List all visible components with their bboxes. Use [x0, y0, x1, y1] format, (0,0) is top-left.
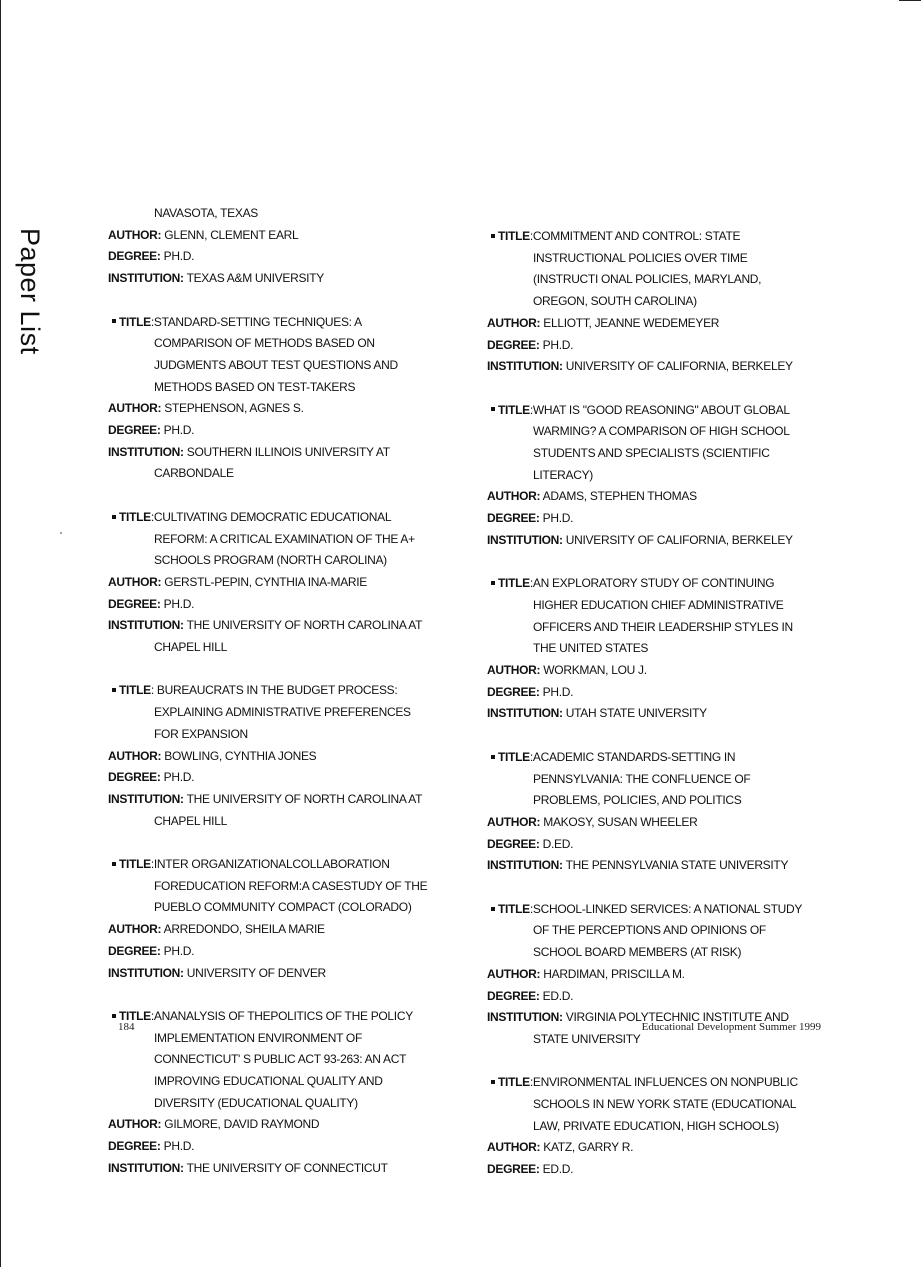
- paper-entry: [487, 747, 827, 877]
- institution-line: [108, 963, 448, 985]
- degree-line: [108, 594, 448, 616]
- entry-gap: [108, 659, 448, 681]
- author-line: [487, 812, 827, 834]
- title-line: [108, 312, 448, 334]
- institution-line-label: INSTITUTION:: [108, 791, 184, 806]
- degree-line: [487, 508, 827, 530]
- side-title: Paper List: [15, 228, 45, 355]
- author-line-value: STEPHENSON, AGNES S.: [164, 401, 304, 416]
- title-line: [108, 876, 448, 898]
- title-text: :COMMITMENT AND CONTROL: STATE: [529, 229, 741, 243]
- degree-line-label: DEGREE:: [487, 684, 540, 699]
- title-line: [108, 680, 448, 702]
- title-label: TITLE: [119, 1008, 151, 1023]
- author-line: [108, 919, 448, 941]
- author-line-value: BOWLING, CYNTHIA JONES: [164, 748, 317, 763]
- title-line: [487, 1116, 827, 1138]
- title-label: TITLE: [119, 509, 151, 524]
- institution-line-label: INSTITUTION:: [108, 965, 184, 980]
- bullet-icon: [112, 688, 116, 692]
- degree-line-label: DEGREE:: [108, 770, 161, 785]
- author-line-label: AUTHOR:: [108, 401, 162, 416]
- title-text: FOR EXPANSION: [154, 726, 248, 741]
- title-line: [487, 920, 827, 942]
- degree-line-value: PH.D.: [542, 511, 574, 526]
- author-line: [108, 398, 448, 420]
- author-line-label: AUTHOR:: [108, 922, 162, 937]
- institution-line: [487, 703, 827, 725]
- title-text: METHODS BASED ON TEST-TAKERS: [154, 379, 356, 394]
- title-line: [108, 1093, 448, 1115]
- institution-line-value: THE PENNSYLVANIA STATE UNIVERSITY: [565, 858, 789, 873]
- title-text: PENNSYLVANIA: THE CONFLUENCE OF: [533, 771, 751, 786]
- bullet-icon: [491, 1080, 495, 1084]
- title-text: :AN EXPLORATORY STUDY OF CONTINUING: [529, 576, 775, 591]
- title-label: TITLE: [119, 683, 151, 698]
- institution-line-label: INSTITUTION:: [108, 618, 184, 633]
- title-line: [487, 899, 827, 921]
- left-edge-rule: [0, 0, 1, 1267]
- institution-line-value: TEXAS A&M UNIVERSITY: [186, 271, 324, 286]
- title-text: SCHOOL BOARD MEMBERS (AT RISK): [533, 945, 742, 960]
- degree-line-label: DEGREE:: [108, 1139, 161, 1154]
- title-line: [487, 595, 827, 617]
- entry-gap: [487, 877, 827, 899]
- title-text: :ENVIRONMENTAL INFLUENCES ON NONPUBLIC: [529, 1075, 798, 1090]
- institution-line-label: INSTITUTION:: [108, 444, 184, 459]
- paper-entry: [487, 573, 827, 725]
- title-text: SCHOOLS PROGRAM (NORTH CAROLINA): [154, 553, 387, 568]
- institution-line: [108, 615, 448, 637]
- entry-gap: [487, 552, 827, 574]
- title-line: [108, 897, 448, 919]
- title-line: [487, 465, 827, 487]
- degree-line-value: PH.D.: [542, 684, 574, 699]
- title-text: LITERACY): [533, 467, 593, 482]
- title-label: TITLE: [498, 901, 530, 916]
- institution-line: [108, 268, 448, 290]
- title-text: :ACADEMIC STANDARDS-SETTING IN: [529, 749, 736, 764]
- author-line-label: AUTHOR:: [487, 315, 541, 330]
- degree-line: [108, 420, 448, 442]
- author-line-value: ADAMS, STEPHEN THOMAS: [542, 489, 697, 504]
- degree-line-value: PH.D.: [163, 423, 195, 438]
- institution-line-label: INSTITUTION:: [487, 858, 563, 873]
- paper-entry: [108, 312, 448, 486]
- degree-line: [108, 941, 448, 963]
- author-line: [487, 313, 827, 335]
- title-text: IMPROVING EDUCATIONAL QUALITY AND: [154, 1074, 383, 1089]
- title-text: DIVERSITY (EDUCATIONAL QUALITY): [154, 1095, 358, 1110]
- right-column: [487, 226, 827, 1181]
- institution-line-value: VIRGINIA POLYTECHNIC INSTITUTE AND: [565, 1010, 789, 1025]
- institution-line-value: SOUTHERN ILLINOIS UNIVERSITY AT: [186, 444, 390, 459]
- title-line: [487, 573, 827, 595]
- title-text: FOREDUCATION REFORM:A CASESTUDY OF THE: [154, 878, 428, 893]
- title-line: [487, 443, 827, 465]
- institution-continuation: CARBONDALE: [154, 466, 234, 481]
- title-line: [487, 617, 827, 639]
- degree-line-label: DEGREE:: [108, 423, 161, 438]
- title-line: [108, 1028, 448, 1050]
- author-line: [487, 964, 827, 986]
- continuation-line: NAVASOTA, TEXAS: [154, 206, 258, 220]
- title-text: PROBLEMS, POLICIES, AND POLITICS: [533, 793, 742, 808]
- degree-line-value: PH.D.: [163, 943, 195, 958]
- title-line: [487, 1094, 827, 1116]
- title-line: [108, 333, 448, 355]
- entry-gap: [108, 984, 448, 1006]
- author-line-label: AUTHOR:: [487, 814, 541, 829]
- author-line-value: ELLIOTT, JEANNE WEDEMEYER: [543, 315, 720, 330]
- title-line: [487, 942, 827, 964]
- degree-line: [487, 834, 827, 856]
- author-line-value: KATZ, GARRY R.: [543, 1140, 634, 1155]
- title-text: OFFICERS AND THEIR LEADERSHIP STYLES IN: [533, 619, 793, 634]
- title-text: OF THE PERCEPTIONS AND OPINIONS OF: [533, 923, 766, 938]
- degree-line-label: DEGREE:: [487, 836, 540, 851]
- institution-line-label: INSTITUTION:: [487, 706, 563, 721]
- title-line: [487, 638, 827, 660]
- bullet-icon: [112, 1014, 116, 1018]
- author-line-value: GLENN, CLEMENT EARL: [164, 227, 299, 242]
- author-line-label: AUTHOR:: [108, 574, 162, 589]
- institution-line-value: UNIVERSITY OF CALIFORNIA, BERKELEY: [565, 359, 793, 374]
- degree-line-label: DEGREE:: [487, 511, 540, 526]
- title-line: [487, 269, 827, 291]
- paper-entry: [108, 854, 448, 984]
- institution-line-label: INSTITUTION:: [487, 1010, 563, 1025]
- degree-line-value: PH.D.: [163, 770, 195, 785]
- degree-line-label: DEGREE:: [108, 943, 161, 958]
- title-text: :WHAT IS "GOOD REASONING" ABOUT GLOBAL: [529, 402, 790, 417]
- paper-entry: [487, 1072, 827, 1181]
- author-line-label: AUTHOR:: [487, 663, 541, 678]
- author-line-label: AUTHOR:: [487, 966, 541, 981]
- institution-line-value: THE UNIVERSITY OF NORTH CAROLINA AT: [186, 618, 423, 633]
- title-text: :CULTIVATING DEMOCRATIC EDUCATIONAL: [150, 509, 392, 524]
- title-line: [108, 1049, 448, 1071]
- title-line: [487, 421, 827, 443]
- title-text: LAW, PRIVATE EDUCATION, HIGH SCHOOLS): [533, 1118, 779, 1133]
- title-text: CONNECTICUT' S PUBLIC ACT 93-263: AN ACT: [154, 1052, 407, 1067]
- degree-line: [108, 1136, 448, 1158]
- institution-line-value: UNIVERSITY OF DENVER: [186, 965, 326, 980]
- title-line: [108, 529, 448, 551]
- title-line: [108, 1006, 448, 1028]
- institution-line-value: UNIVERSITY OF CALIFORNIA, BERKELEY: [565, 532, 793, 547]
- bullet-icon: [491, 407, 495, 411]
- title-text: :INTER ORGANIZATIONALCOLLABORATION: [150, 857, 390, 872]
- title-text: THE UNITED STATES: [533, 641, 649, 656]
- entry-gap: [108, 485, 448, 507]
- title-line: [108, 550, 448, 572]
- title-text: OREGON, SOUTH CAROLINA): [533, 294, 697, 309]
- title-text: :ANANALYSIS OF THEPOLITICS OF THE POLICY: [150, 1008, 413, 1023]
- bullet-icon: [112, 319, 116, 323]
- author-line-label: AUTHOR:: [108, 227, 162, 242]
- degree-line-label: DEGREE:: [108, 596, 161, 611]
- title-label: TITLE: [498, 576, 530, 591]
- bullet-icon: [491, 234, 495, 238]
- entry-gap: [108, 290, 448, 312]
- title-line: [487, 400, 827, 422]
- degree-line-value: PH.D.: [163, 1139, 195, 1154]
- title-text: (INSTRUCTI ONAL POLICIES, MARYLAND,: [533, 272, 762, 287]
- bullet-icon: [491, 755, 495, 759]
- title-line: [108, 507, 448, 529]
- title-line: [108, 724, 448, 746]
- institution-line: [108, 1158, 448, 1180]
- institution-line: [108, 442, 448, 464]
- degree-line: [108, 767, 448, 789]
- paper-entry: [487, 226, 827, 378]
- title-text: : BUREAUCRATS IN THE BUDGET PROCESS:: [150, 683, 398, 698]
- paper-entry: [108, 507, 448, 659]
- degree-line-label: DEGREE:: [487, 337, 540, 352]
- degree-line-value: PH.D.: [163, 249, 195, 264]
- author-line: [108, 1114, 448, 1136]
- title-label: TITLE: [119, 857, 151, 872]
- page-number: 184: [118, 1021, 135, 1033]
- degree-line-value: D.ED.: [542, 836, 574, 851]
- bullet-icon: [491, 907, 495, 911]
- stray-mark: [60, 532, 62, 534]
- title-text: IMPLEMENTATION ENVIRONMENT OF: [154, 1030, 362, 1045]
- institution-line: [487, 356, 827, 378]
- author-line-label: AUTHOR:: [108, 1117, 162, 1132]
- author-line-label: AUTHOR:: [487, 489, 541, 504]
- paper-entry: [487, 400, 827, 552]
- title-line: [487, 769, 827, 791]
- author-line-value: HARDIMAN, PRISCILLA M.: [543, 966, 685, 981]
- title-text: WARMING? A COMPARISON OF HIGH SCHOOL: [533, 424, 790, 439]
- left-column: [108, 203, 448, 1180]
- title-line: [108, 1071, 448, 1093]
- paper-entry: [108, 680, 448, 832]
- title-text: :STANDARD-SETTING TECHNIQUES: A: [150, 314, 362, 329]
- entry-gap: [487, 725, 827, 747]
- bullet-icon: [491, 581, 495, 585]
- author-line-value: ARREDONDO, SHEILA MARIE: [163, 922, 325, 937]
- entry-gap: [487, 378, 827, 400]
- title-line: [487, 1072, 827, 1094]
- institution-line: [108, 789, 448, 811]
- title-text: COMPARISON OF METHODS BASED ON: [154, 336, 375, 351]
- author-line-value: WORKMAN, LOU J.: [543, 663, 647, 678]
- degree-line-value: PH.D.: [163, 596, 195, 611]
- institution-line-label: INSTITUTION:: [108, 271, 184, 286]
- author-line-value: GILMORE, DAVID RAYMOND: [164, 1117, 320, 1132]
- degree-line: [108, 246, 448, 268]
- title-text: INSTRUCTIONAL POLICIES OVER TIME: [533, 250, 748, 265]
- institution-line: [487, 855, 827, 877]
- title-label: TITLE: [498, 749, 530, 764]
- title-label: TITLE: [498, 402, 530, 417]
- entry-gap: [487, 1051, 827, 1073]
- institution-line-value: THE UNIVERSITY OF CONNECTICUT: [186, 1160, 388, 1175]
- author-line-value: GERSTL-PEPIN, CYNTHIA INA-MARIE: [164, 574, 368, 589]
- title-text: JUDGMENTS ABOUT TEST QUESTIONS AND: [154, 357, 398, 372]
- title-line: [108, 854, 448, 876]
- degree-line-label: DEGREE:: [487, 1162, 540, 1177]
- publication-footer: Educational Development Summer 1999: [641, 1021, 821, 1033]
- degree-line-value: ED.D.: [542, 1162, 574, 1177]
- author-line: [108, 225, 448, 247]
- author-line-value: MAKOSY, SUSAN WHEELER: [543, 814, 698, 829]
- degree-line: [487, 1159, 827, 1181]
- title-line: [108, 377, 448, 399]
- author-line: [108, 572, 448, 594]
- degree-line-label: DEGREE:: [108, 249, 161, 264]
- degree-line-value: PH.D.: [542, 337, 574, 352]
- institution-continuation: CHAPEL HILL: [154, 640, 227, 655]
- title-line: [108, 355, 448, 377]
- author-line-label: AUTHOR:: [108, 748, 162, 763]
- institution-line: [487, 530, 827, 552]
- title-label: TITLE: [498, 229, 530, 243]
- title-label: TITLE: [119, 314, 151, 329]
- institution-line-value: THE UNIVERSITY OF NORTH CAROLINA AT: [186, 791, 423, 806]
- title-line: [487, 226, 827, 248]
- title-text: EXPLAINING ADMINISTRATIVE PREFERENCES: [154, 705, 411, 720]
- degree-line-value: ED.D.: [542, 988, 574, 1003]
- bullet-icon: [112, 515, 116, 519]
- title-line: [487, 790, 827, 812]
- bullet-icon: [112, 862, 116, 866]
- title-text: HIGHER EDUCATION CHIEF ADMINISTRATIVE: [533, 597, 784, 612]
- title-line: [108, 702, 448, 724]
- author-line: [108, 746, 448, 768]
- author-line: [487, 486, 827, 508]
- institution-continuation: STATE UNIVERSITY: [533, 1031, 641, 1046]
- paper-entry: [108, 1006, 448, 1180]
- title-line: [487, 291, 827, 313]
- title-line: [487, 248, 827, 270]
- institution-line-label: INSTITUTION:: [487, 532, 563, 547]
- degree-line: [487, 335, 827, 357]
- title-text: REFORM: A CRITICAL EXAMINATION OF THE A+: [154, 531, 415, 546]
- title-text: PUEBLO COMMUNITY COMPACT (COLORADO): [154, 900, 412, 915]
- title-line: [487, 747, 827, 769]
- author-line: [487, 1137, 827, 1159]
- institution-line-label: INSTITUTION:: [487, 359, 563, 374]
- title-text: SCHOOLS IN NEW YORK STATE (EDUCATIONAL: [533, 1097, 797, 1112]
- institution-continuation: CHAPEL HILL: [154, 813, 227, 828]
- degree-line-label: DEGREE:: [487, 988, 540, 1003]
- institution-line-label: INSTITUTION:: [108, 1160, 184, 1175]
- degree-line: [487, 986, 827, 1008]
- degree-line: [487, 682, 827, 704]
- author-line: [487, 660, 827, 682]
- title-text: :SCHOOL-LINKED SERVICES: A NATIONAL STUDY: [529, 901, 803, 916]
- title-text: STUDENTS AND SPECIALISTS (SCIENTIFIC: [533, 446, 770, 461]
- title-label: TITLE: [498, 1075, 530, 1090]
- institution-line-value: UTAH STATE UNIVERSITY: [565, 706, 707, 721]
- entry-gap: [108, 832, 448, 854]
- author-line-label: AUTHOR:: [487, 1140, 541, 1155]
- top-right-rule: [899, 0, 921, 1]
